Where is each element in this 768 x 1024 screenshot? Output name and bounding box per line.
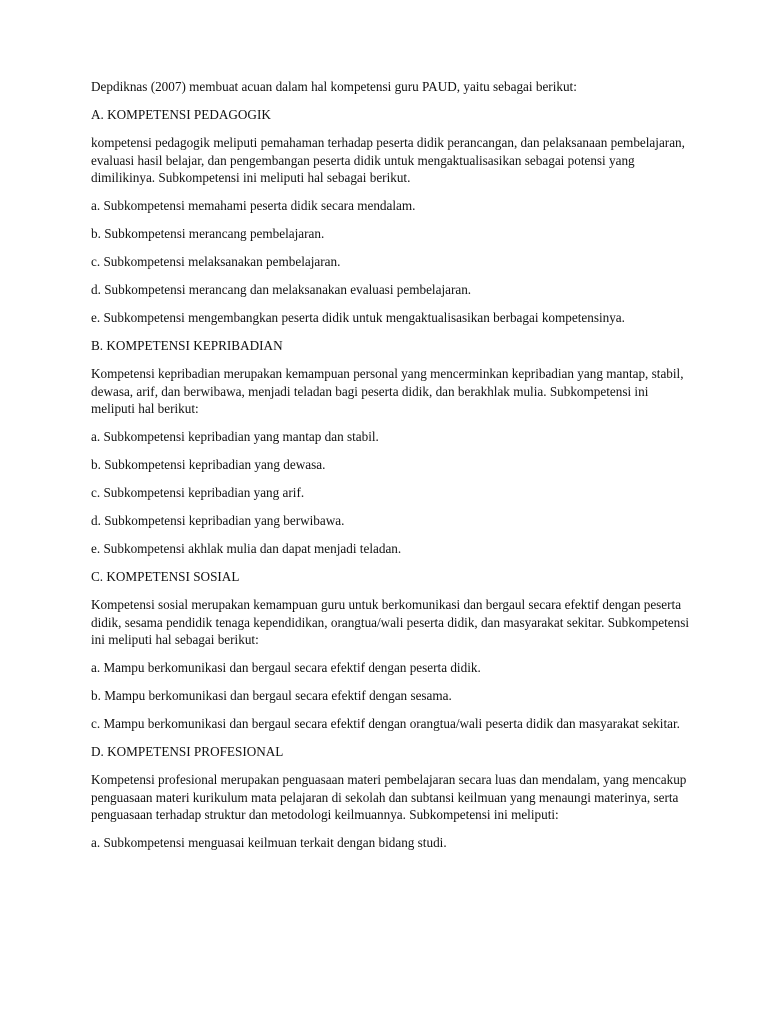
list-item: b. Subkompetensi kepribadian yang dewasa. [91, 457, 326, 472]
sosial-description: Kompetensi sosial merupakan kemampuan guru untuk berkomunikasi dan bergaul secara efektif dengan peserta didik, sesama pendidik tenaga kependidikan, orangtua/wali peserta didik, dan masyarakat sekitar. Subkompetensi ini meliputi hal sebagai berikut: [91, 597, 690, 647]
list-item: d. Subkompetensi merancang dan melaksanakan evaluasi pembelajaran. [91, 282, 472, 297]
list-item: a. Mampu berkomunikasi dan bergaul secara efektif dengan peserta didik. [91, 660, 481, 675]
section-heading-profesional: D. KOMPETENSI PROFESIONAL [91, 744, 284, 759]
list-item: e. Subkompetensi akhlak mulia dan dapat menjadi teladan. [91, 541, 402, 556]
section-heading-sosial: C. KOMPETENSI SOSIAL [91, 569, 240, 584]
pedagogik-description: kompetensi pedagogik meliputi pemahaman terhadap peserta didik perancangan, dan pelaksanaan pembelajaran, evaluasi hasil belajar, dan pengembangan peserta didik untuk mengaktualisasikan sebagai potensi yang dimilikinya. Subkompetensi ini meliputi hal sebagai berikut. [91, 135, 685, 185]
list-item: c. Subkompetensi melaksanakan pembelajaran. [91, 254, 341, 269]
list-item: a. Subkompetensi memahami peserta didik secara mendalam. [91, 198, 416, 213]
section-heading-kepribadian: B. KOMPETENSI KEPRIBADIAN [91, 338, 283, 353]
list-item: c. Mampu berkomunikasi dan bergaul secara efektif dengan orangtua/wali peserta didik dan masyarakat sekitar. [91, 716, 680, 731]
list-item: b. Mampu berkomunikasi dan bergaul secara efektif dengan sesama. [91, 688, 452, 703]
list-item: c. Subkompetensi kepribadian yang arif. [91, 485, 305, 500]
profesional-description: Kompetensi profesional merupakan penguasaan materi pembelajaran secara luas dan mendalam, yang mencakup penguasaan materi kurikulum mata pelajaran di sekolah dan subtansi keilmuan yang menaungi materinya, serta penguasaan terhadap struktur dan metodologi keilmuannya. Subkompetensi ini meliputi: [91, 772, 687, 822]
document-body [91, 78, 691, 862]
kepribadian-description: Kompetensi kepribadian merupakan kemampuan personal yang mencerminkan kepribadian yang mantap, stabil, dewasa, arif, dan berwibawa, menjadi teladan bagi peserta didik, dan berakhlak mulia. Subkompetensi ini meliputi hal berikut: [91, 366, 684, 416]
list-item: a. Subkompetensi menguasai keilmuan terkait dengan bidang studi. [91, 835, 447, 850]
list-item: b. Subkompetensi merancang pembelajaran. [91, 226, 325, 241]
intro-paragraph: Depdiknas (2007) membuat acuan dalam hal kompetensi guru PAUD, yaitu sebagai berikut: [91, 79, 577, 94]
list-item: e. Subkompetensi mengembangkan peserta didik untuk mengaktualisasikan berbagai kompetensinya. [91, 310, 625, 325]
list-item: d. Subkompetensi kepribadian yang berwibawa. [91, 513, 345, 528]
section-heading-pedagogik: A. KOMPETENSI PEDAGOGIK [91, 107, 271, 122]
list-item: a. Subkompetensi kepribadian yang mantap dan stabil. [91, 429, 379, 444]
